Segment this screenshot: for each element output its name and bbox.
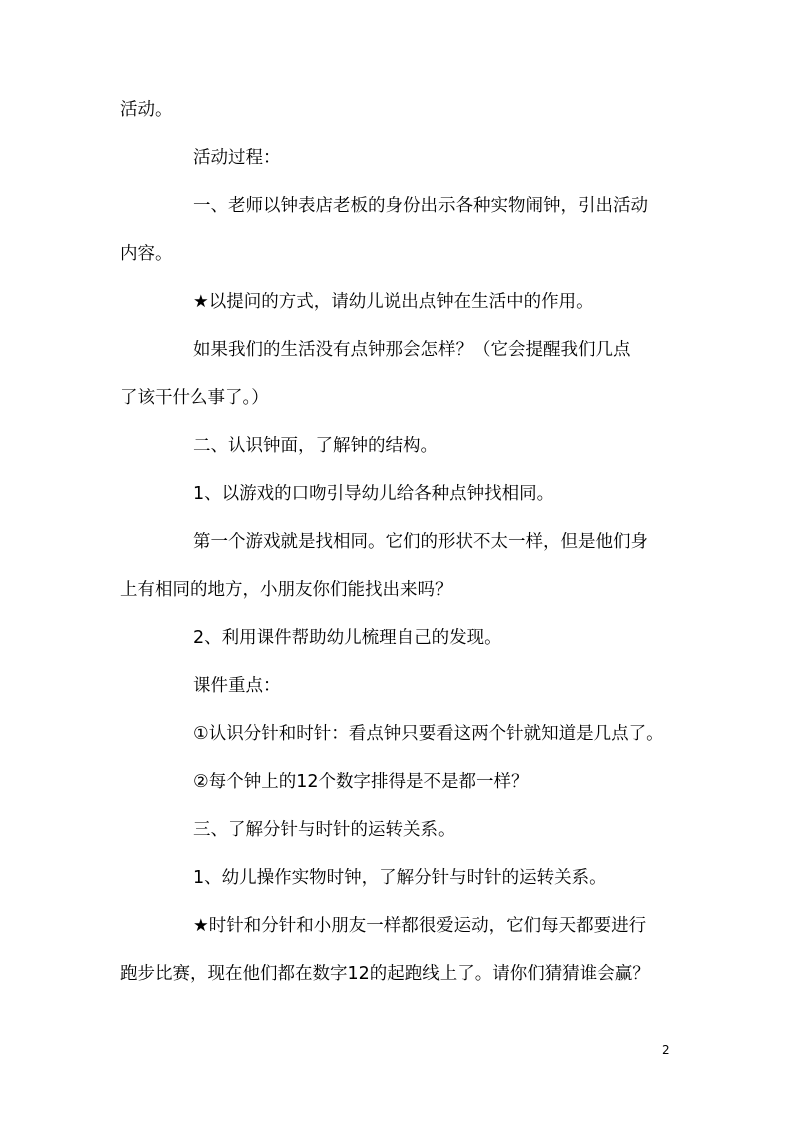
text-line: ★时针和分针和小朋友一样都很爱运动，它们每天都要进行 [193, 916, 647, 936]
text-line: 如果我们的生活没有点钟那会怎样？（它会提醒我们几点 [193, 340, 631, 360]
text-line: 三、了解分针与时针的运转关系。 [193, 820, 456, 840]
text-line: 二、认识钟面，了解钟的结构。 [193, 436, 438, 456]
text-line: 跑步比赛，现在他们都在数字12的起跑线上了。请你们猜猜谁会赢？ [120, 964, 650, 984]
text-line: ②每个钟上的12个数字排得是不是都一样？ [193, 772, 529, 792]
text-line: 1、幼儿操作实物时钟，了解分针与时针的运转关系。 [193, 868, 607, 888]
text-line: ★以提问的方式，请幼儿说出点钟在生活中的作用。 [193, 292, 594, 312]
text-line: 1、以游戏的口吻引导幼儿给各种点钟找相同。 [193, 484, 555, 504]
text-line: 活动。 [120, 100, 173, 120]
text-line: 内容。 [120, 244, 173, 264]
page-number: 2 [662, 1043, 670, 1057]
text-line: 课件重点： [193, 676, 281, 696]
text-line: 活动过程： [193, 148, 281, 168]
text-line: 一、老师以钟表店老板的身份出示各种实物闹钟，引出活动 [193, 196, 648, 216]
text-line: 上有相同的地方，小朋友你们能找出来吗？ [120, 580, 453, 600]
text-line: 第一个游戏就是找相同。它们的形状不太一样，但是他们身 [193, 532, 648, 552]
text-line: 2、利用课件帮助幼儿梳理自己的发现。 [193, 628, 502, 648]
text-line: ①认识分针和时针：看点钟只要看这两个针就知道是几点了。 [193, 724, 664, 744]
text-line: 了该干什么事了。） [120, 388, 269, 408]
